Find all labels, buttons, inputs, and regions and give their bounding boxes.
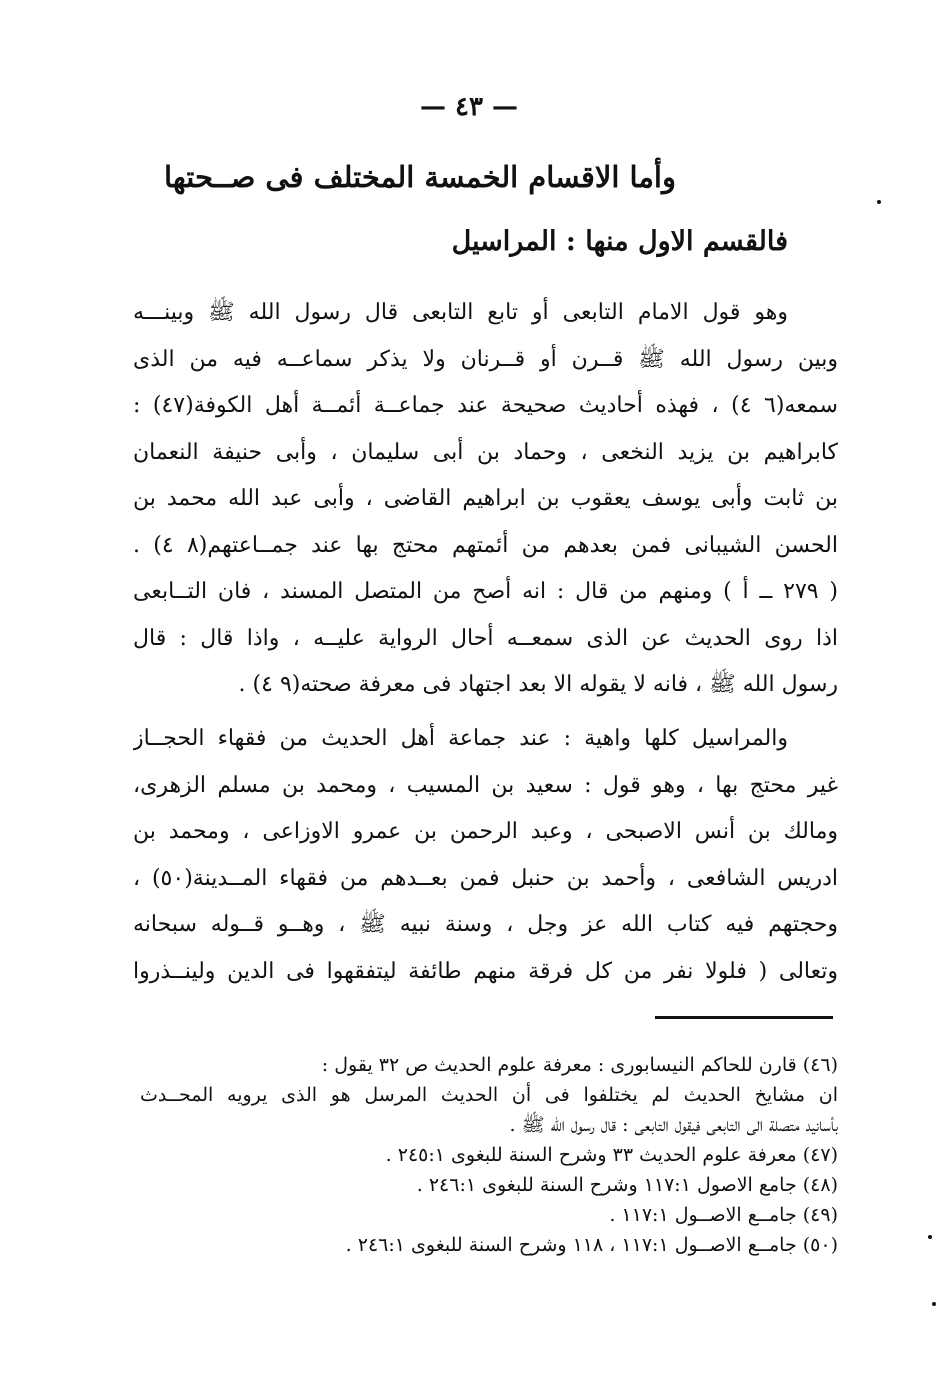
- text-line: بن ثابت وأبى يوسف يعقوب بن ابراهيم القاضى ، وأبى عبد الله محمد بن: [133, 486, 838, 511]
- text-line: وبين رسول الله ﷺ قــرن أو قــرنان ولا يذكر سماعــه فيه من الذى: [133, 346, 838, 372]
- text-line: وهو قول الامام التابعى أو تابع التابعى قال رسول الله ﷺ وبينـــه: [133, 300, 788, 325]
- text-line: اذا روى الحديث عن الذى سمعــه أحال الرواية عليــه ، واذا قال : قال: [133, 625, 838, 651]
- text-line: رسول الله ﷺ ، فانه لا يقوله الا بعد اجتهاد فى معرفة صحته(٩ ٤) .: [238, 672, 838, 697]
- footnote-line: (٤٦) قارن للحاكم النيسابورى : معرفة علوم الحديث ص ٣٢ يقول :: [321, 1054, 838, 1076]
- paragraph-2: [133, 716, 838, 995]
- footnote-line: (٤٨) جامع الاصول ١١٧:١ وشرح السنة للبغوى ٢٤٦:١ .: [416, 1174, 838, 1196]
- footnote-line: (٥٠) جامــع الاصــول ١١٧:١ ، ١١٨ وشرح السنة للبغوى ٢٤٦:١ .: [345, 1234, 838, 1256]
- scan-speck: [928, 1235, 932, 1239]
- footnote-divider: [655, 1016, 833, 1019]
- footnote-line: (٤٩) جامــع الاصــول ١١٧:١ .: [609, 1204, 838, 1226]
- text-line: كابراهيم بن يزيد النخعى ، وحماد بن أبى سليمان ، وأبى حنيفة النعمان: [133, 439, 838, 465]
- section-title: فالقسم الاول منها : المراسيل: [451, 226, 788, 257]
- chapter-title: وأما الاقسام الخمسة المختلف فى صــحتها: [164, 160, 676, 194]
- text-line: ومالك بن أنس الاصبحى ، وعبد الرحمن بن عمرو الاوزاعى ، ومحمد بن: [133, 819, 838, 844]
- scan-speck: [932, 1302, 936, 1306]
- text-line: والمراسيل كلها واهية : عند جماعة أهل الحديث من فقهاء الحجــاز: [133, 726, 788, 751]
- scan-speck: [877, 200, 881, 204]
- footnote-line: بأسانيد متصلة الى التابعى فيقول التابعى : قال رسول الله ﷺ .: [509, 1114, 838, 1136]
- text-line: ادريس الشافعى ، وأحمد بن حنبل فمن بعــدهم من فقهاء المــدينة(٥٠) ،: [133, 865, 838, 891]
- page-number: — ٤٣ —: [419, 92, 519, 122]
- paragraph-1: [133, 290, 838, 709]
- text-line: وحجتهم فيه كتاب الله عز وجل ، وسنة نبيه ﷺ ، وهــو قــوله سبحانه: [133, 912, 838, 937]
- text-line: غير محتج بها ، وهو قول : سعيد بن المسيب ، ومحمد بن مسلم الزهرى،: [133, 772, 838, 798]
- text-line: وتعالى ( فلولا نفر من كل فرقة منهم طائفة ليتفقهوا فى الدين ولينــذروا: [133, 958, 838, 984]
- text-line: ( ٢٧٩ ــ أ ) ومنهم من قال : انه أصح من المتصل المسند ، فان التــابعى: [133, 579, 838, 604]
- text-line: الحسن الشيبانى فمن بعدهم من أئمتهم محتج بها عند جمــاعتهم(٨ ٤) .: [133, 532, 838, 558]
- footnotes: [140, 1050, 838, 1260]
- text-line: سمعه(٦ ٤) ، فهذه أحاديث صحيحة عند جماعــة أئمــة أهل الكوفة(٤٧) :: [133, 393, 838, 418]
- footnote-line: (٤٧) معرفة علوم الحديث ٣٣ وشرح السنة للبغوى ٢٤٥:١ .: [385, 1144, 838, 1166]
- footnote-line: ان مشايخ الحديث لم يختلفوا فى أن الحديث المرسل هو الذى يرويه المحــدث: [140, 1084, 838, 1106]
